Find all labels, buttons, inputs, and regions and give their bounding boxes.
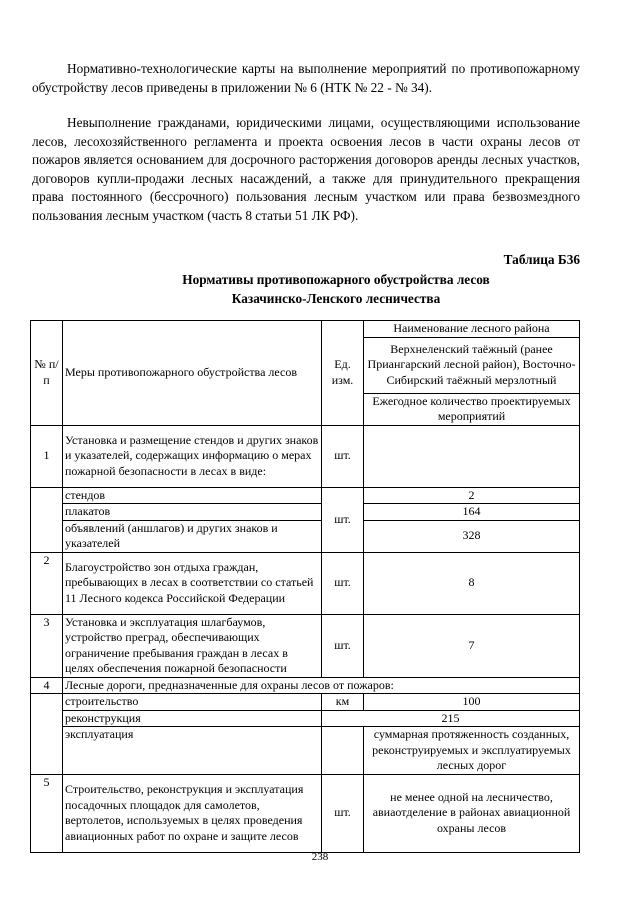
table-title-line-2: Казачинско-Ленского лесничества [231, 291, 441, 306]
row-4a-unit: км [322, 694, 364, 711]
table-row [31, 774, 580, 852]
table-row [31, 614, 580, 677]
row-1b-text: плакатов [63, 504, 322, 521]
table-row [31, 425, 580, 487]
row-5-text: Строительство, реконструкция и эксплуатация посадочных площадок для самолетов, вертолетов, используемых в целях проведения авиационных работ по охране и защите лесов [63, 774, 322, 852]
table-row [31, 694, 580, 711]
row-4b-text: реконструкция [63, 710, 322, 727]
header-region-name-label: Наименование лесного района [364, 321, 580, 338]
row-2-num: 2 [31, 552, 63, 614]
row-3-text: Установка и эксплуатация шлагбаумов, устройство преград, обеспечивающих ограничение пребывания граждан в лесах в целях обеспечения пожарной безопасности [63, 614, 322, 677]
row-4a-text: строительство [63, 694, 322, 711]
row-1c-text: объявлений (аншлагов) и других знаков и указателей [63, 520, 322, 552]
table-row [31, 727, 580, 775]
row-5-value: не менее одной на лесничество, авиаотделение в районах авиационной охраны лесов [364, 774, 580, 852]
header-unit: Ед. изм. [322, 321, 364, 426]
row-3-unit: шт. [322, 614, 364, 677]
row-1b-unit: шт. [322, 487, 364, 552]
header-annual: Ежегодное количество проектируемых мероприятий [364, 393, 580, 425]
row-1c-value: 328 [364, 520, 580, 552]
row-2-unit: шт. [322, 552, 364, 614]
row-1-num: 1 [31, 425, 63, 487]
row-4-num: 4 [31, 677, 63, 694]
row-1-value [364, 425, 580, 487]
row-2-text: Благоустройство зон отдыха граждан, пребывающих в лесах в соответствии со статьей 11 Лесного кодекса Российской Федерации [63, 552, 322, 614]
page-number: 238 [311, 851, 329, 863]
row-4-sub-num [31, 694, 63, 775]
row-1-text: Установка и размещение стендов и других знаков и указателей, содержащих информацию о мерах пожарной безопасности в лесах в виде: [63, 425, 322, 487]
table-row [31, 504, 580, 521]
row-3-num: 3 [31, 614, 63, 677]
row-1b-value: 164 [364, 504, 580, 521]
row-1a-value: 2 [364, 487, 580, 504]
row-4-text: Лесные дороги, предназначенные для охраны лесов от пожаров: [63, 677, 580, 694]
fire-safety-table [30, 320, 580, 853]
header-num: № п/п [31, 321, 63, 426]
paragraph-1: Нормативно-технологические карты на выполнение мероприятий по противопожарному обустройству лесов приведены в приложении № 6 (НТК № 22 - № 34). [32, 61, 580, 95]
row-5-unit: шт. [322, 774, 364, 852]
row-3-value: 7 [364, 614, 580, 677]
paragraph-2: Невыполнение гражданами, юридическими лицами, осуществляющими использование лесов, лесохозяйственного регламента и проекта освоения лесов в части охраны лесов от пожаров является основанием для досрочного расторжения договоров аренды лесных участков, договоров купли-продажи лесных насаждений, а также для принудительного прекращения права постоянного (бессрочного) пользования лесным участком или права безвозмездного пользования лесным участком (часть 8 статьи 51 ЛК РФ). [32, 115, 580, 223]
table-title [32, 270, 640, 308]
row-1a-text: стендов [63, 487, 322, 504]
header-measures: Меры противопожарного обустройства лесов [63, 321, 322, 426]
table-row [31, 710, 580, 727]
table-row [31, 487, 580, 504]
table-row [31, 552, 580, 614]
row-4c-unit [322, 727, 364, 775]
row-5-num: 5 [31, 774, 63, 852]
row-4c-value: суммарная протяженность созданных, реконструируемых и эксплуатируемых лесных дорог [364, 727, 580, 775]
row-4b-value: 215 [322, 710, 580, 727]
table-row [31, 520, 580, 552]
table-row [31, 677, 580, 694]
row-4a-value: 100 [364, 694, 580, 711]
header-region: Верхнеленский таёжный (ранее Приангарский лесной район), Восточно-Сибирский таёжный мерзлотный [364, 337, 580, 393]
row-2-value: 8 [364, 552, 580, 614]
table-label: Таблица Б36 [503, 252, 580, 267]
row-1-sub-num [31, 487, 63, 552]
row-1-unit: шт. [322, 425, 364, 487]
table-title-line-1: Нормативы противопожарного обустройства лесов [182, 272, 490, 287]
row-4c-text: эксплуатация [63, 727, 322, 775]
